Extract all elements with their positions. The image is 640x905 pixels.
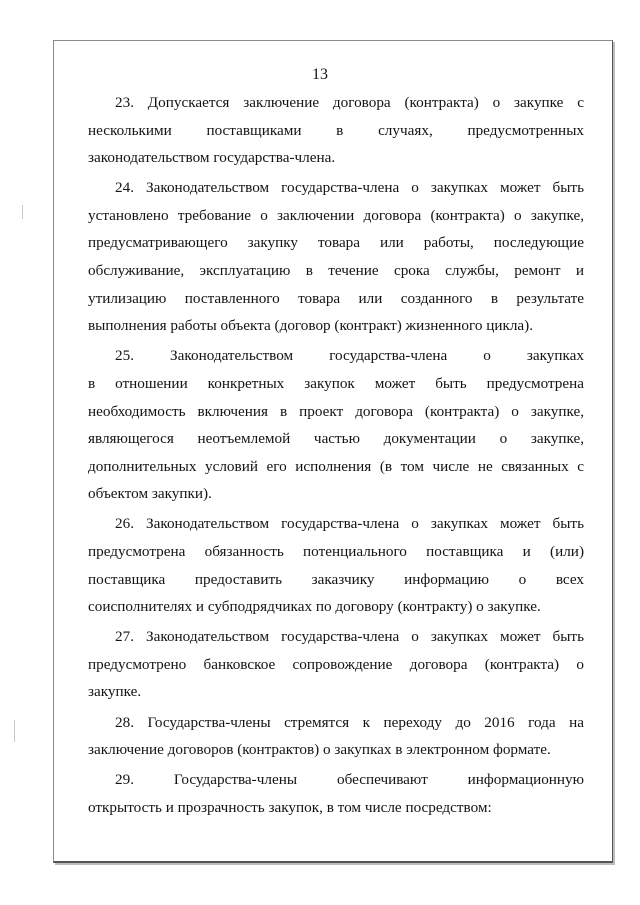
- text-line: законодательством государства-члена.: [88, 149, 336, 167]
- paragraph: [88, 709, 584, 764]
- text-line: предусмотрена обязанность потенциального поставщика и (или): [88, 543, 584, 560]
- text-line: несколькими поставщиками в случаях, предусмотренных: [88, 121, 584, 139]
- paragraph: [88, 342, 584, 508]
- text-line: являющегося неотъемлемой частью документации о закупке,: [88, 430, 584, 448]
- text-line: 29. Государства-члены обеспечивают информационную: [115, 771, 584, 789]
- text-line: 24. Законодательством государства-члена о закупках может быть: [115, 179, 584, 197]
- text-line: 27. Законодательством государства-члена о закупках может быть: [115, 628, 584, 646]
- paragraph: [88, 623, 584, 706]
- text-line: выполнения работы объекта (договор (контракт) жизненного цикла).: [88, 317, 534, 335]
- text-line: поставщика предоставить заказчику информацию о всех: [88, 570, 584, 588]
- text-line: 26. Законодательством государства-члена о закупках может быть: [115, 515, 584, 533]
- text-line: дополнительных условий его исполнения (в том числе не связанных с: [88, 457, 584, 475]
- text-line: утилизацию поставленного товара или созданного в результате: [88, 289, 584, 307]
- text-line: заключение договоров (контрактов) о закупках в электронном формате.: [88, 741, 551, 759]
- paragraph: [88, 89, 584, 172]
- paragraph: [88, 174, 584, 340]
- text-line: установлено требование о заключении договора (контракта) о закупке,: [88, 206, 584, 224]
- text-line: 25. Законодательством государства-члена о закупках: [115, 347, 584, 365]
- paragraph: [88, 510, 584, 620]
- page-number: 13: [312, 66, 328, 83]
- text-line: 23. Допускается заключение договора (контракта) о закупке с: [115, 94, 584, 111]
- text-line: закупке.: [88, 683, 142, 701]
- text-line: 28. Государства-члены стремятся к переходу до 2016 года на: [115, 713, 584, 731]
- text-line: в отношении конкретных закупок может быть предусмотрена: [88, 374, 584, 392]
- text-line: предусматривающего закупку товара или работы, последующие: [88, 234, 584, 252]
- text-line: соисполнителях и субподрядчиках по договору (контракту) о закупке.: [88, 598, 541, 616]
- text-line: предусмотрено банковское сопровождение договора (контракта) о: [88, 655, 584, 673]
- text-line: необходимость включения в проект договора (контракта) о закупке,: [88, 402, 584, 420]
- text-line: обслуживание, эксплуатацию в течение срока службы, ремонт и: [88, 262, 584, 280]
- scan-margin-mark: [14, 720, 15, 742]
- paragraph: [88, 766, 584, 821]
- text-line: объектом закупки).: [88, 485, 212, 503]
- text-line: открытость и прозрачность закупок, в том числе посредством:: [88, 798, 492, 816]
- scan-margin-mark: [22, 205, 23, 219]
- document-body: [88, 89, 584, 824]
